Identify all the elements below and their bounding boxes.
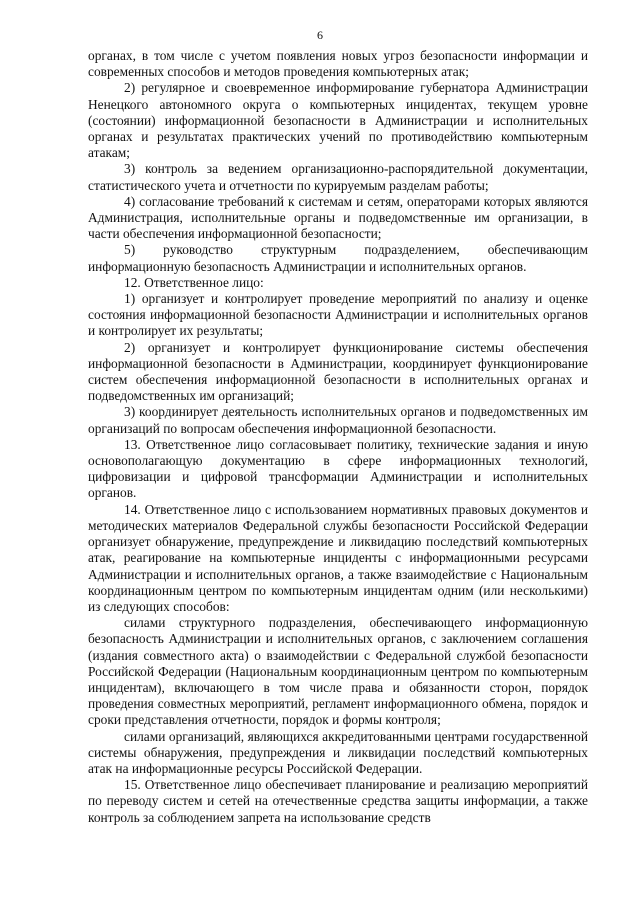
section-12-item-2: 2) организует и контролирует функционирование системы обеспечения информационной безопасности в Администрации, координирует функционирование систем обеспечения информационной безопасности в исполнительных органах и подведомственных им организаций; [88,339,588,404]
paragraph-item-4: 4) согласование требований к системам и сетям, операторами которых являются Администрация, исполнительные органы и подведомственные им организации, в части обеспечения информационной безопасности; [88,193,588,242]
section-14-method-1: силами структурного подразделения, обеспечивающего информационную безопасность Администрации и исполнительных органов, с заключением соглашения (издания совместного акта) о взаимодействии с Федеральной службой безопасности Российской Федерации (Национальным координационным центром по компьютерным инцидентам), включающего в том числе права и обязанности сторон, порядок проведения совместных мероприятий, регламент информационного обмена, порядок и сроки представления отчетности, порядок и формы контроля; [88,615,588,728]
section-14-method-2: силами организаций, являющихся аккредитованными центрами государственной системы обнаружения, предупреждения и ликвидации последствий компьютерных атак на информационные ресурсы Российской Федерации. [88,728,588,776]
section-12-heading: 12. Ответственное лицо: [124,274,264,290]
section-14: 14. Ответственное лицо с использованием нормативных правовых документов и методических материалов Федеральной службы безопасности Российской Федерации организует обнаружение, предупреждение и ликвидацию последствий компьютерных атак, реагирование на компьютерные инциденты с информационными ресурсами Администрации и исполнительных органов, а также взаимодействие с Национальным координационным центром по компьютерным инцидентам одним (или несколькими) из следующих способов: [88,501,588,614]
section-13: 13. Ответственное лицо согласовывает политику, технические задания и иную основополагающую документацию в сфере информационных технологий, цифровизации и цифровой трансформации Администрации и исполнительных органов. [88,436,588,501]
paragraph-item-5: 5) руководство структурным подразделением, обеспечивающим информационную безопасность Администрации и исполнительных органов. [88,242,588,274]
section-12-item-1: 1) организует и контролирует проведение мероприятий по анализу и оценке состояния информационной безопасности Администрации и исполнительных органов и контролирует их результаты; [88,291,588,339]
paragraph-continuation: органах, в том числе с учетом появления новых угроз безопасности информации и современных способов и методов проведения компьютерных атак; [88,48,588,80]
page-number: 6 [317,28,323,42]
section-12-item-3: 3) координирует деятельность исполнительных органов и подведомственных им организаций по вопросам обеспечения информационной безопасности. [88,404,588,436]
section-15: 15. Ответственное лицо обеспечивает планирование и реализацию мероприятий по переводу систем и сетей на отечественные средства защиты информации, а также контроль за соблюдением запрета на использование средств [88,777,588,825]
document-body [88,48,588,826]
paragraph-item-3: 3) контроль за ведением организационно-распорядительной документации, статистического учета и отчетности по курируемым разделам работы; [88,161,588,193]
paragraph-item-2: 2) регулярное и своевременное информирование губернатора Администрации Ненецкого автономного округа о компьютерных инцидентах, текущем уровне (состоянии) информационной безопасности в Администрации и исполнительных органах и результатах практических учений по противодействию компьютерным атакам; [88,80,588,161]
